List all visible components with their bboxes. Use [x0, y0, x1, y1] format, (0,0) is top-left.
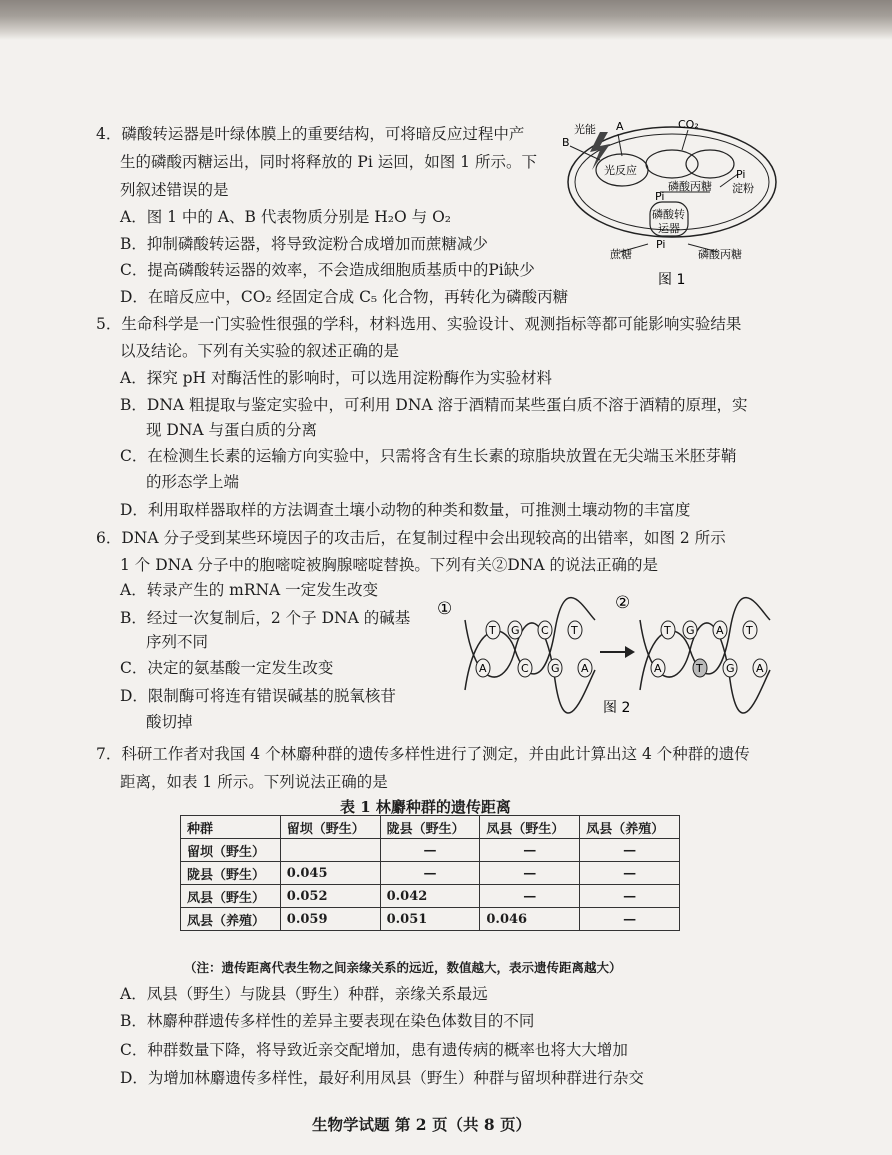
- label-triose-2: 磷酸丙糖: [698, 248, 742, 261]
- q7-option-c: C．种群数量下降，将导致近亲交配增加，患有遗传病的概率也将大大增加: [120, 1041, 628, 1059]
- label-co2: CO₂: [678, 118, 699, 131]
- dna2-base-label: T: [746, 624, 753, 637]
- label-light: 光能: [574, 123, 596, 136]
- dna2-base-label: A: [654, 662, 662, 675]
- table-row: [181, 839, 680, 862]
- figure-1-chloroplast-diagram: [560, 112, 780, 292]
- table-cell: —: [380, 839, 480, 862]
- table-cell: 0.042: [380, 885, 480, 908]
- table-cell: 凤县（野生）: [181, 885, 281, 908]
- dna1-base-label: G: [511, 624, 520, 637]
- table-row: [181, 885, 680, 908]
- q5-option-a: A．探究 pH 对酶活性的影响时，可以选用淀粉酶作为实验材料: [120, 369, 552, 387]
- table-cell: 0.046: [480, 908, 580, 931]
- table-header: 留坝（野生）: [280, 816, 380, 839]
- q4-option-c: C．提高磷酸转运器的效率，不会造成细胞质基质中的Pi缺少: [120, 261, 535, 279]
- q5-option-d: D．利用取样器取样的方法调查土壤小动物的种类和数量，可推测土壤动物的丰富度: [120, 501, 691, 519]
- q5-option-c-2: 的形态学上端: [146, 473, 240, 491]
- dna1-base-label: A: [581, 662, 589, 675]
- q6-option-c: C．决定的氨基酸一定发生改变: [120, 659, 334, 677]
- q4-option-a: A．图 1 中的 A、B 代表物质分别是 H₂O 与 O₂: [120, 208, 451, 226]
- q7-option-b: B．林麝种群遗传多样性的差异主要表现在染色体数目的不同: [120, 1012, 535, 1030]
- table-cell: —: [580, 885, 680, 908]
- q6-option-b-2: 序列不同: [146, 633, 209, 651]
- dna1-base-label: A: [479, 662, 487, 675]
- label-transporter-1: 磷酸转: [652, 208, 685, 221]
- label-starch: 淀粉: [732, 182, 754, 195]
- dna1-base-label: C: [521, 662, 529, 675]
- table-header: 凤县（养殖）: [580, 816, 680, 839]
- figure-2-caption: 图 2: [603, 700, 631, 716]
- table-cell: —: [580, 839, 680, 862]
- q6-stem-2: 1 个 DNA 分子中的胞嘧啶被胸腺嘧啶替换。下列有关②DNA 的说法正确的是: [120, 556, 658, 574]
- label-pi: Pi: [736, 168, 746, 181]
- q7-option-a: A．凤县（野生）与陇县（野生）种群，亲缘关系最远: [120, 985, 488, 1003]
- table-row: [181, 862, 680, 885]
- q4-stem-3: 列叙述错误的是: [120, 181, 229, 199]
- dna2-base-label: A: [756, 662, 764, 675]
- label-pi-3: Pi: [656, 238, 666, 251]
- page-footer: 生物学试题 第 2 页（共 8 页）: [312, 1115, 532, 1134]
- dna2-base-label: G: [726, 662, 735, 675]
- arrow-a: [618, 134, 622, 156]
- table-header: 陇县（野生）: [380, 816, 480, 839]
- dna1-base-label: T: [571, 624, 578, 637]
- q7-stem-1: 7．科研工作者对我国 4 个林麝种群的遗传多样性进行了测定，并由此计算出这 4 个种群的遗传: [96, 745, 750, 763]
- q6-stem-1: 6．DNA 分子受到某些环境因子的攻击后，在复制过程中会出现较高的出错率，如图 2 所示: [96, 529, 726, 547]
- table-cell: 0.059: [280, 908, 380, 931]
- table-cell: 0.045: [280, 862, 380, 885]
- table-cell: —: [480, 862, 580, 885]
- q5-stem-2: 以及结论。下列有关实验的叙述正确的是: [120, 342, 400, 360]
- dna2-base-label: T: [664, 624, 671, 637]
- table-note: （注：遗传距离代表生物之间亲缘关系的远近，数值越大，表示遗传距离越大）: [184, 960, 622, 975]
- table-cell: —: [580, 862, 680, 885]
- dna2-base-label: T: [696, 662, 703, 675]
- label-pi-2: Pi: [655, 190, 665, 203]
- q6-option-d-1: D．限制酶可将连有错误碱基的脱氧核苷: [120, 687, 396, 705]
- q7-option-d: D．为增加林麝遗传多样性，最好利用凤县（野生）种群与留坝种群进行杂交: [120, 1069, 644, 1087]
- q5-option-b-2: 现 DNA 与蛋白质的分离: [146, 421, 318, 439]
- fig2-arrow-head: [625, 646, 635, 658]
- dna2-base-pairs: [651, 621, 767, 677]
- q6-option-a: A．转录产生的 mRNA 一定发生改变: [120, 581, 379, 599]
- table-cell: —: [380, 862, 480, 885]
- q5-option-c-1: C．在检测生长素的运输方向实验中，只需将含有生长素的琼脂块放置在无尖端玉米胚芽鞘: [120, 447, 737, 465]
- dna1-base-pairs: [476, 621, 592, 677]
- fig2-mark-2: ②: [615, 593, 631, 613]
- dna2-base-label: G: [686, 624, 695, 637]
- dna1-base-label: C: [541, 624, 549, 637]
- calvin-cycle-right: [686, 150, 734, 178]
- figure-1-caption: 图 1: [658, 272, 686, 288]
- label-sucrose: 蔗糖: [610, 248, 632, 261]
- table-cell: 凤县（养殖）: [181, 908, 281, 931]
- table-1-caption: 表 1 林麝种群的遗传距离: [340, 798, 511, 816]
- q5-option-b-1: B．DNA 粗提取与鉴定实验中，可利用 DNA 溶于酒精而某些蛋白质不溶于酒精的原理，实: [120, 396, 748, 414]
- label-light-reaction: 光反应: [604, 164, 637, 177]
- table-header-row: [181, 816, 680, 839]
- table-cell: 陇县（野生）: [181, 862, 281, 885]
- q6-option-d-2: 酸切掉: [146, 713, 193, 731]
- q5-stem-1: 5．生命科学是一门实验性很强的学科，材料选用、实验设计、观测指标等都可能影响实验结果: [96, 315, 742, 333]
- genetic-distance-table: [180, 815, 680, 931]
- dna1-base-label: G: [551, 662, 560, 675]
- dna1-base-label: T: [489, 624, 496, 637]
- label-transporter-2: 运器: [658, 222, 680, 235]
- table-row: [181, 908, 680, 931]
- table-cell: 0.052: [280, 885, 380, 908]
- q6-option-b-1: B．经过一次复制后，2 个子 DNA 的碱基: [120, 609, 411, 627]
- fig2-mark-1: ①: [437, 599, 453, 619]
- table-cell: [280, 839, 380, 862]
- table-cell: —: [480, 839, 580, 862]
- q4-option-b: B．抑制磷酸转运器，将导致淀粉合成增加而蔗糖减少: [120, 235, 488, 253]
- calvin-cycle-left: [646, 150, 698, 178]
- table-cell: 留坝（野生）: [181, 839, 281, 862]
- dna2-base-label: A: [716, 624, 724, 637]
- label-b: B: [562, 136, 570, 149]
- table-cell: 0.051: [380, 908, 480, 931]
- label-a: A: [616, 120, 624, 133]
- q7-stem-2: 距离，如表 1 所示。下列说法正确的是: [120, 773, 388, 791]
- label-triose: 磷酸丙糖: [668, 180, 712, 193]
- table-cell: —: [580, 908, 680, 931]
- table-cell: —: [480, 885, 580, 908]
- table-header: 凤县（野生）: [480, 816, 580, 839]
- table-header: 种群: [181, 816, 281, 839]
- q4-stem-2: 生的磷酸丙糖运出，同时将释放的 Pi 运回，如图 1 所示。下: [120, 153, 537, 171]
- q4-option-d: D．在暗反应中，CO₂ 经固定合成 C₅ 化合物，再转化为磷酸丙糖: [120, 288, 569, 306]
- figure-2-dna-diagram: [435, 590, 780, 720]
- arrow-co2: [682, 130, 688, 150]
- q4-stem-1: 4．磷酸转运器是叶绿体膜上的重要结构，可将暗反应过程中产: [96, 125, 525, 143]
